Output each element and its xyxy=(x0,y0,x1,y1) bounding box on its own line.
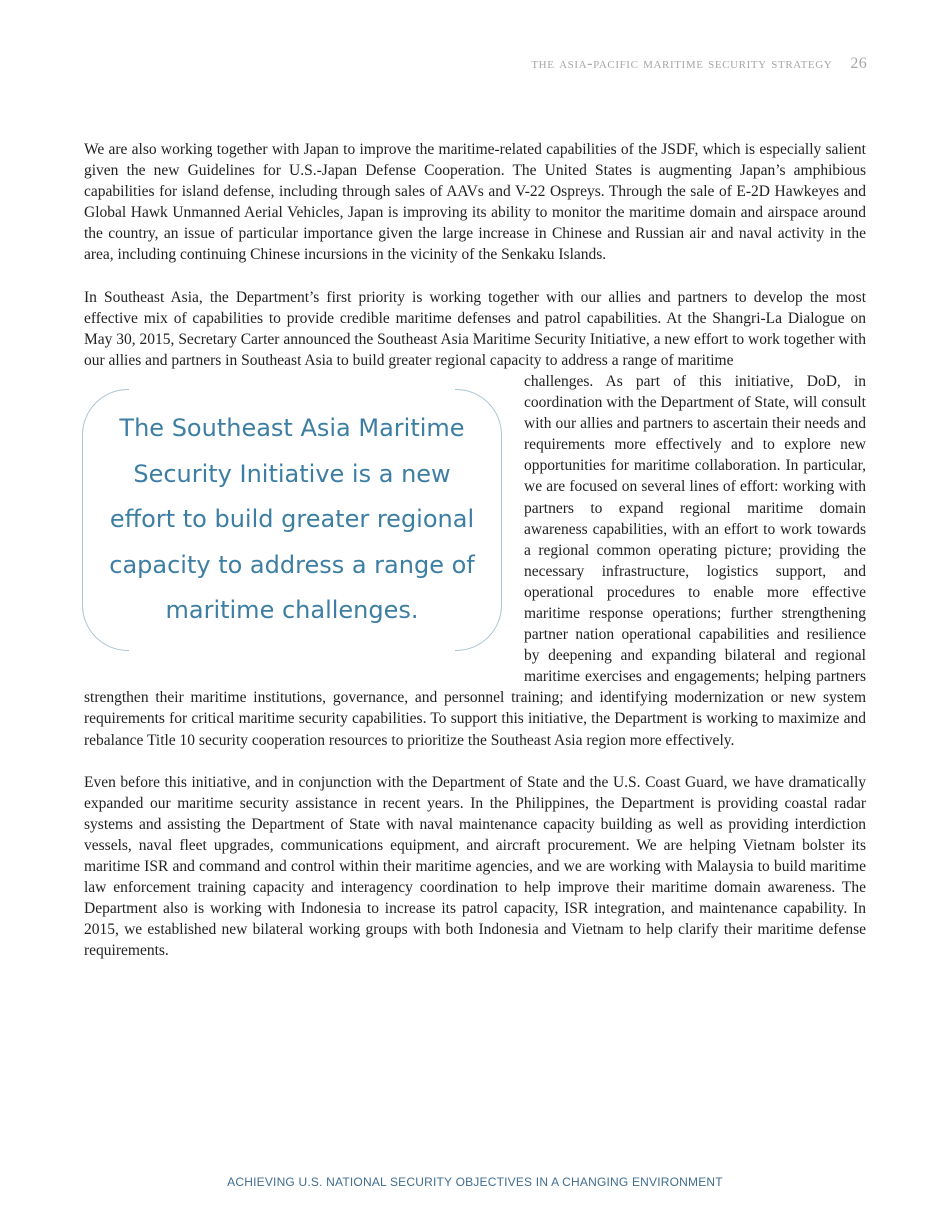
pullquote-box xyxy=(82,389,502,651)
paragraph-southeast-asia-initiative: challenges. As part of this initiative, DoD, in coordination with the Department of State, will consult with our allies and partners to ascertain their needs and requirements more effectively and to explore new opportunities for maritime collaboration. In particular, we are focused on several lines of effort: working with partners to expand regional maritime domain awareness capabilities, with an effort to work towards a regional common operating picture; providing the necessary infrastructure, logistics support, and operational procedures to enable more effective maritime response operations; further strengthening partner nation operational capabilities and resilience by deepening and expanding bilateral and regional maritime exercises and engagements; helping partners strengthen their maritime institutions, governance, and personnel training; and identifying modernization or new system requirements for critical maritime security capabilities. To support this initiative, the Department is working to maximize and rebalance Title 10 security cooperation resources to prioritize the Southeast Asia region more effectively. xyxy=(84,372,866,749)
paragraph-southeast-asia-intro: In Southeast Asia, the Department’s first priority is working together with our allies and partners to develop the most effective mix of capabilities to provide credible maritime defenses and patrol capabilities. At the Shangri-La Dialogue on May 30, 2015, Secretary Carter announced the Southeast Asia Maritime Security Initiative, a new effort to work together with our allies and partners in Southeast Asia to build greater regional capacity to address a range of maritime xyxy=(84,288,866,369)
paragraph-japan: We are also working together with Japan to improve the maritime-related capabilities of the JSDF, which is especially salient given the new Guidelines for U.S.-Japan Defense Cooperation. The United States is augmenting Japan’s amphibious capabilities for island defense, including through sales of AAVs and V-22 Ospreys. Through the sale of E-2D Hawkeyes and Global Hawk Unmanned Aerial Vehicles, Japan is improving its ability to monitor the maritime domain and airspace around the country, an issue of particular importance given the large increase in Chinese and Russian air and naval activity in the area, including continuing Chinese incursions in the vicinity of the Senkaku Islands. xyxy=(84,141,866,264)
running-title: the asia-pacific maritime security strategy xyxy=(531,55,833,72)
body-text xyxy=(84,139,866,982)
paragraph-maritime-assistance: Even before this initiative, and in conjunction with the Department of State and the U.S. Coast Guard, we have dramatically expanded our maritime security assistance in recent years. In the Philippines, the Department is providing coastal radar systems and assisting the Department of State with naval maintenance capacity building as well as providing interdiction vessels, naval fleet upgrades, communications equipment, and aircraft procurement. We are helping Vietnam bolster its maritime ISR and command and control within their maritime agencies, and we are working with Malaysia to build maritime law enforcement training capacity and interagency coordination to help improve their maritime domain awareness. The Department also is working with Indonesia to increase its patrol capacity, ISR integration, and maintenance capability. In 2015, we established new bilateral working groups with both Indonesia and Vietnam to help clarify their maritime defense requirements. xyxy=(84,773,866,960)
page-number: 26 xyxy=(850,55,867,72)
pullquote-text: The Southeast Asia Maritime Security Initiative is a new effort to build greater regional capacity to address a range of maritime challenges. xyxy=(109,414,475,625)
running-footer: ACHIEVING U.S. NATIONAL SECURITY OBJECTIVES IN A CHANGING ENVIRONMENT xyxy=(227,1175,723,1189)
running-header xyxy=(531,55,867,73)
